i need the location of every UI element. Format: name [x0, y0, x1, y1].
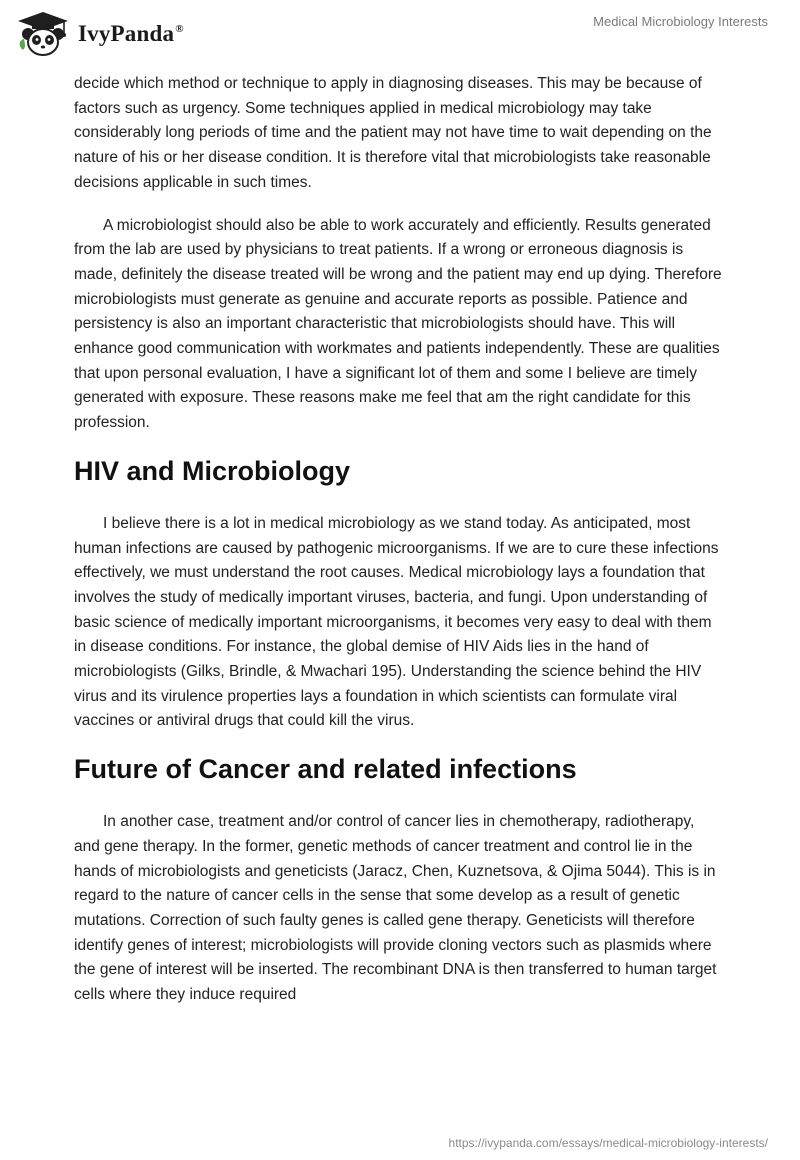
paragraph: A microbiologist should also be able to work accurately and efficiently. Results generated from the lab are used by physicians to treat patients. If a wrong or erroneous diagnosis is made, definitely the disease treated will be wrong and the patient may end up dying. Therefore microbiologists must generate as genuine and accurate reports as possible. Patience and persistency is also an important characteristic that microbiologists should have. This will enhance good communication with workmates and patients independently. These are qualities that upon personal evaluation, I have a significant lot of them and some I believe are timely generated with exposure. These reasons make me feel that am the right candidate for this profession.	[74, 216, 722, 432]
document-title: Medical Microbiology Interests	[593, 14, 768, 29]
brand-logo[interactable]	[14, 10, 184, 58]
brand-name: IvyPanda®	[78, 21, 184, 46]
section-heading: HIV and Microbiology	[74, 455, 351, 486]
paragraph: In another case, treatment and/or control of cancer lies in chemotherapy, radiotherapy, and gene therapy. In the former, genetic methods of cancer treatment and control lie in the hands of microbiologists and geneticists (Jaracz, Chen, Kuznetsova, & Ojima 5044). This is in regard to the nature of cancer cells in the sense that some develop as a result of genetic mutations. Correction of such faulty genes is called gene therapy. Geneticists will therefore identify genes of interest; microbiologists will provide cloning vectors such as plasmids where the gene of interest will be inserted. The recombinant DNA is then transferred to human target cells where they induce required	[74, 813, 717, 1004]
source-url[interactable]: https://ivypanda.com/essays/medical-microbiology-interests/	[448, 1136, 768, 1150]
paragraph: decide which method or technique to apply in diagnosing diseases. This may be because of factors such as urgency. Some techniques applied in medical microbiology may take considerably long periods of time and the patient may not have time to wait depending on the nature of his or her disease condition. It is therefore vital that microbiologists take reasonable decisions applicable in such times.	[74, 75, 712, 191]
essay-body	[74, 72, 724, 1026]
panda-graduate-icon	[14, 10, 72, 58]
section-heading: Future of Cancer and related infections	[74, 754, 577, 785]
page-header	[0, 0, 800, 70]
paragraph: I believe there is a lot in medical microbiology as we stand today. As anticipated, most human infections are caused by pathogenic microorganisms. If we are to cure these infections effectively, we must understand the root causes. Medical microbiology lays a foundation that involves the study of medically important viruses, bacteria, and fungi. Upon understanding of basic science of medically important microorganisms, it becomes very easy to deal with them in disease conditions. For instance, the global demise of HIV Aids lies in the hand of microbiologists (Gilks, Brindle, & Mwachari 195). Understanding the science behind the HIV virus and its virulence properties lays a foundation in which scientists can formulate viral vaccines or antiviral drugs that could kill the virus.	[74, 514, 719, 730]
